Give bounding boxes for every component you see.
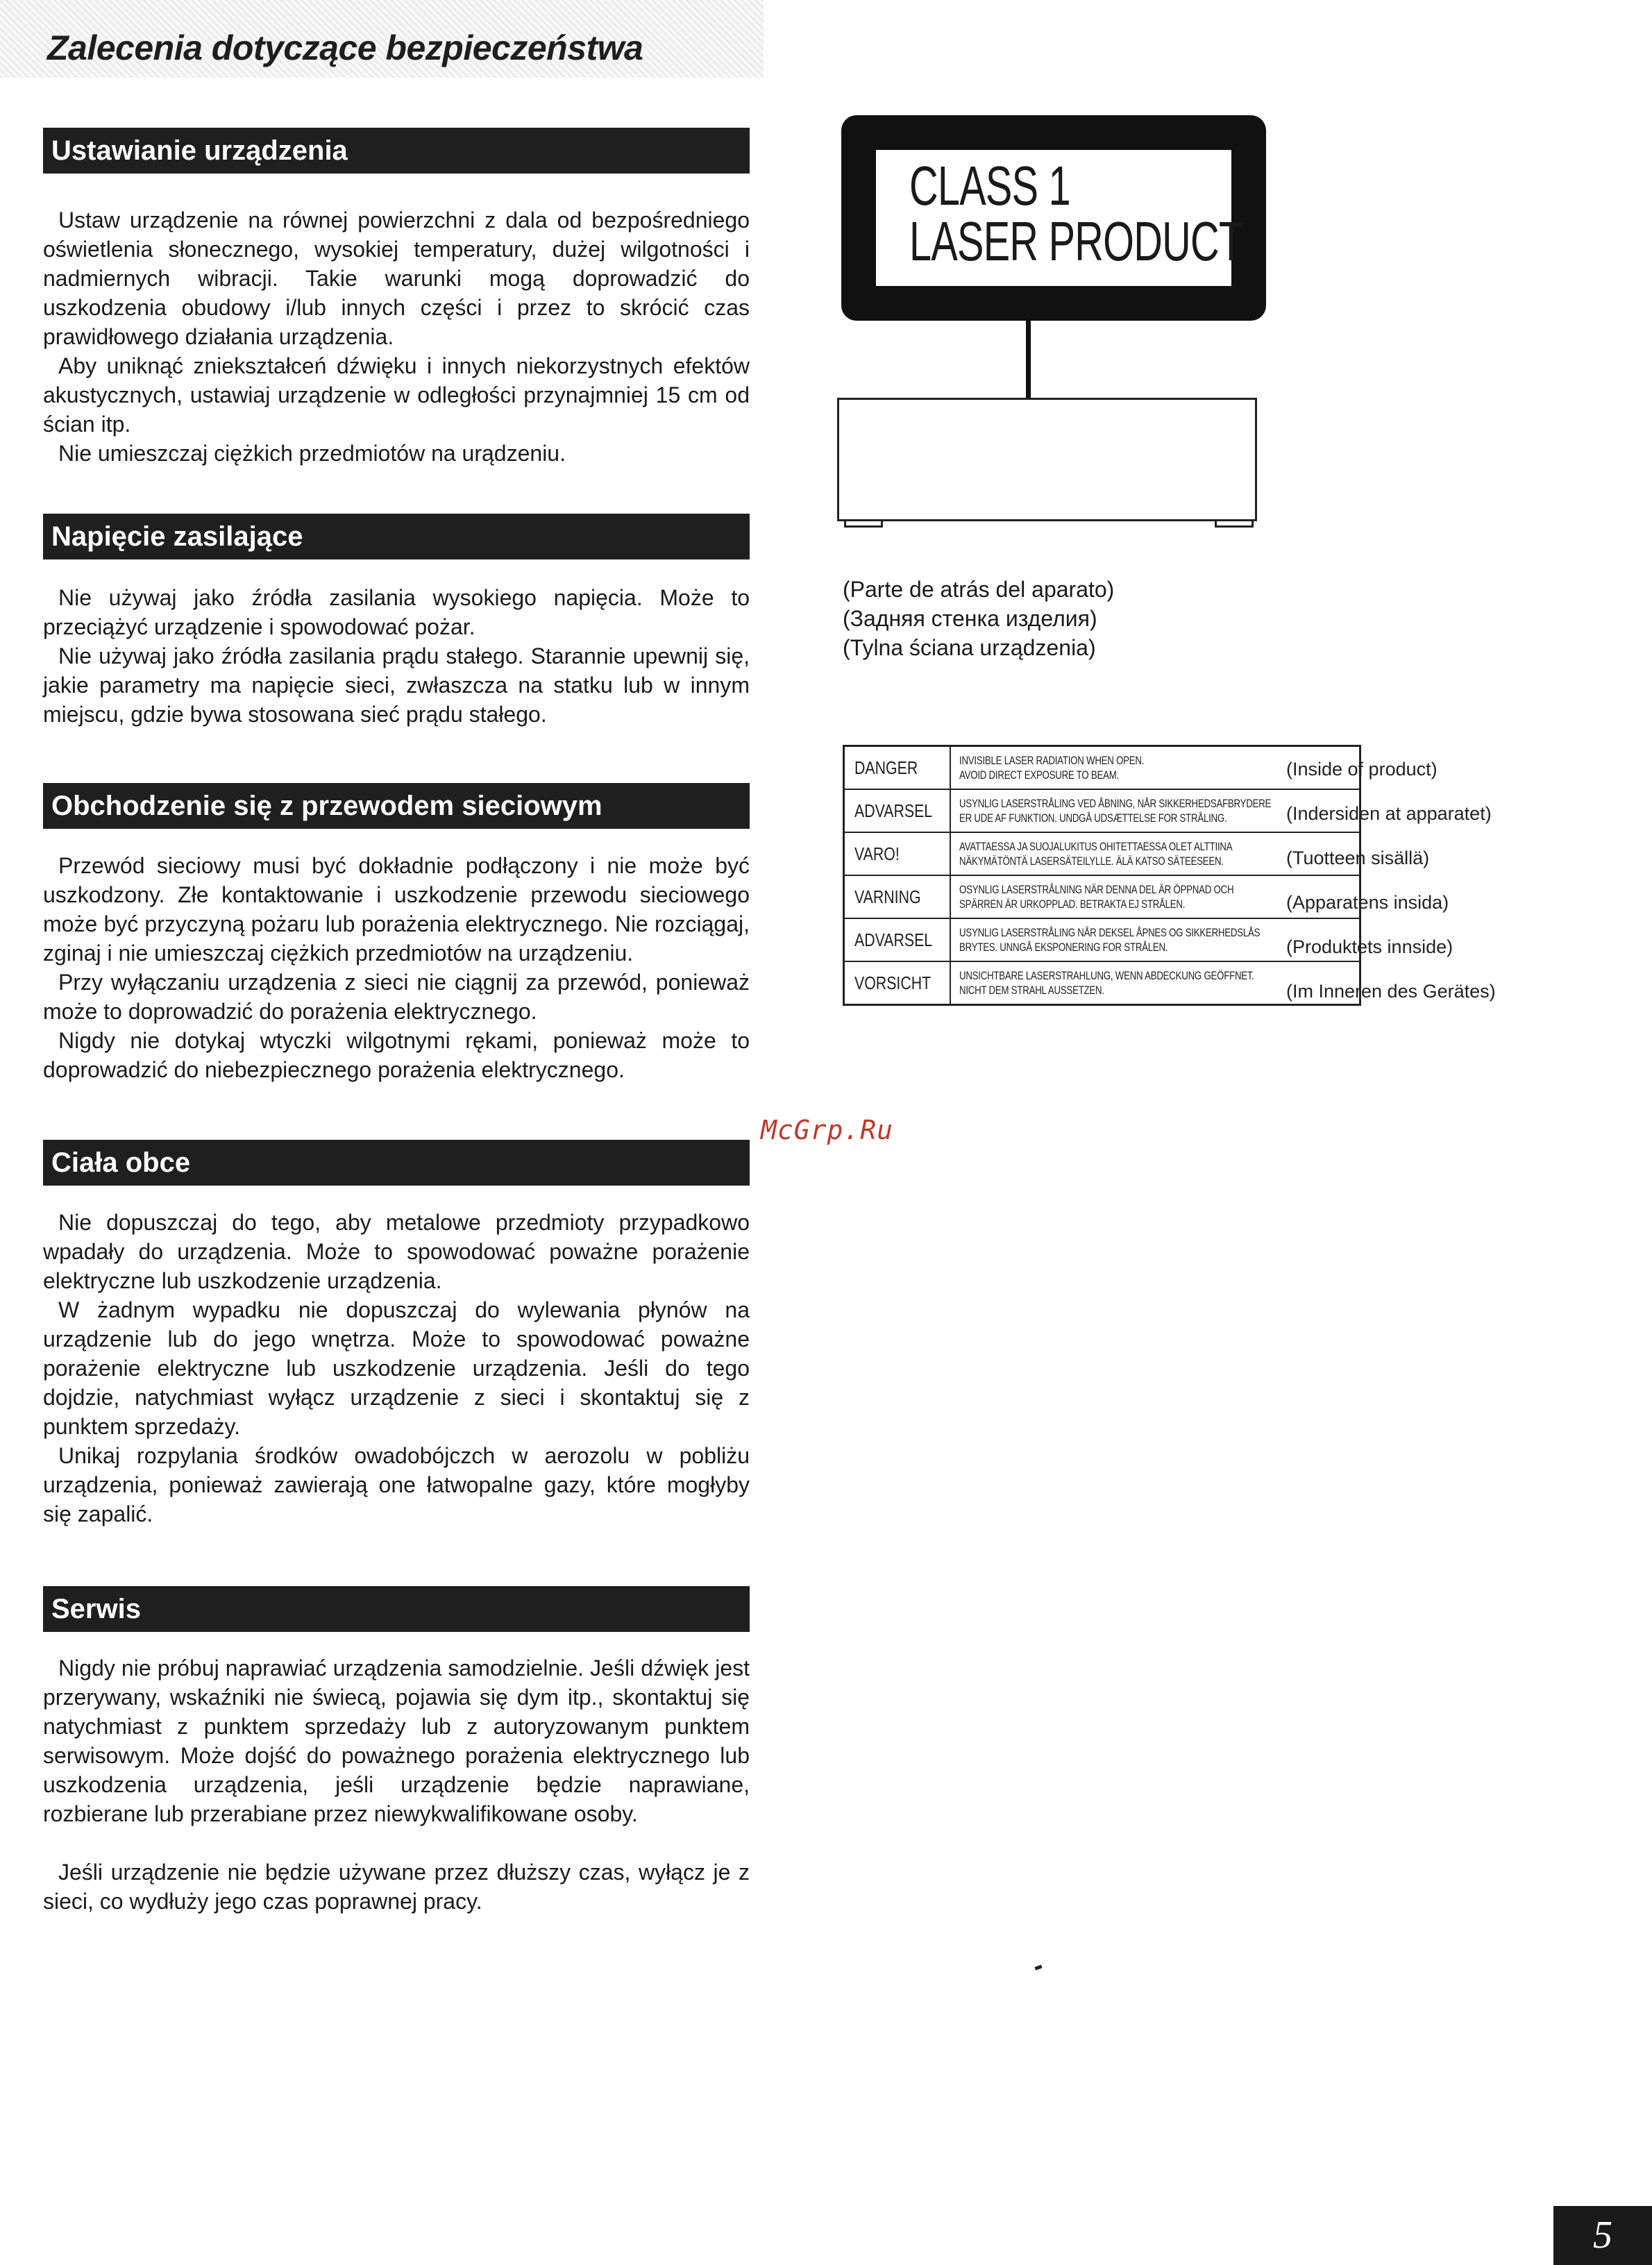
table-row	[844, 746, 1360, 790]
table-row	[844, 832, 1360, 875]
paragraph: Nigdy nie dotykaj wtyczki wilgotnymi rękami, ponieważ może to doprowadzić do niebezpiecznego porażenia elektrycznego.	[43, 1028, 750, 1082]
warning-language: VARNING	[844, 875, 950, 918]
paragraph: Nie używaj jako źródła zasilania prądu stałego. Starannie upewnij się, jakie parametry ma napięcie sieci, zwłaszcza na statku lub w innym miejscu, gdzie bywa stosowana sieć prądu stałego.	[43, 643, 750, 727]
paragraph: Aby uniknąć zniekształceń dźwięku i innych niekorzystnych efektów akustycznych, ustawiaj urządzenie w odległości przynajmniej 15 cm od ścian itp.	[43, 353, 750, 437]
paragraph: Ustaw urządzenie na równej powierzchni z dala od bezpośredniego oświetlenia słonecznego, wysokiej temperatury, dużej wilgotności i nadmiernych wibracji. Takie warunki mogą doprowadzić do uszkodzenia obudowy i/lub innych części i przez to skrócić czas prawidłowego działania urządzenia.	[43, 208, 750, 349]
caption-russian: (Задняя стенка изделия)	[843, 606, 1097, 631]
scan-speck	[1034, 1964, 1042, 1970]
section-body-foreign-objects	[43, 1208, 750, 1529]
laser-label-text-area	[876, 150, 1243, 286]
laser-class-text: CLASS 1	[909, 155, 1070, 217]
table-row	[844, 961, 1360, 1005]
list-item: (Inside of product)	[1286, 759, 1438, 780]
device-foot-left	[844, 519, 883, 528]
warning-text: USYNLIG LASERSTRÅLING VED ÅBNING, NÅR SIKKERHEDSAFBRYDERE ER UDE AF FUNKTION. UNDGÅ UDSÆTTELSE FOR STRÅLING.	[950, 789, 1360, 832]
paragraph: Nie umieszczaj ciężkich przedmiotów na urądzeniu.	[58, 441, 566, 466]
caption-spanish: (Parte de atrás del aparato)	[843, 577, 1115, 602]
warning-language: DANGER	[844, 746, 950, 790]
warning-language: VARO!	[844, 832, 950, 875]
device-foot-right	[1215, 519, 1254, 528]
section-body-service	[43, 1653, 750, 1916]
warning-language: ADVARSEL	[844, 918, 950, 961]
paragraph: Przy wyłączaniu urządzenia z sieci nie ciągnij za przewód, ponieważ może to doprowadzić do porażenia elektrycznego.	[43, 970, 750, 1024]
warning-text: USYNLIG LASERSTRÅLING NÅR DEKSEL ÅPNES OG SIKKERHEDSLÅS BRYTES. UNNGÅ EKSPONERING FOR STRÅLEN.	[950, 918, 1360, 961]
warning-location-captions	[1286, 755, 1496, 1022]
label-location-captions	[843, 575, 1114, 662]
section-body-placement	[43, 205, 750, 468]
section-header-power-cord: Obchodzenie się z przewodem sieciowym	[43, 783, 750, 829]
section-header-power: Napięcie zasilające	[43, 514, 750, 559]
list-item: (Apparatens insida)	[1286, 892, 1449, 913]
warning-language: ADVARSEL	[844, 789, 950, 832]
section-header-foreign-objects: Ciała obce	[43, 1140, 750, 1186]
list-item: (Im Inneren des Gerätes)	[1286, 981, 1496, 1002]
paragraph: Nie dopuszczaj do tego, aby metalowe przedmioty przypadkowo wpadały do urządzenia. Może to spowodować poważne porażenie elektryczne lub uszkodzenie urządzenia.	[43, 1210, 750, 1293]
table-row	[844, 789, 1360, 832]
section-header-service: Serwis	[43, 1586, 750, 1632]
laser-warning-table	[843, 745, 1361, 1006]
page-title: Zalecenia dotyczące bezpieczeństwa	[47, 28, 643, 67]
list-item: (Produktets innside)	[1286, 936, 1453, 957]
paragraph: Nigdy nie próbuj naprawiać urządzenia samodzielnie. Jeśli dźwięk jest przerywany, wskaźniki nie świecą, pojawia się dym itp., skontaktuj się natychmiast z punktem sprzedaży lub z autoryzowanym punktem serwisowym. Może dojść do poważnego porażenia elektrycznego lub uszkodzenia urządzenia, jeśli urządzenie będzie naprawiane, rozbierane lub przerabiane przez niewykwalifikowane osoby.	[43, 1656, 750, 1826]
watermark: McGrp.Ru	[761, 1115, 894, 1145]
warning-language: VORSICHT	[844, 961, 950, 1005]
table-row	[844, 918, 1360, 961]
paragraph: Jeśli urządzenie nie będzie używane przez dłuższy czas, wyłącz je z sieci, co wydłuży jego czas poprawnej pracy.	[43, 1860, 750, 1914]
section-body-power	[43, 583, 750, 729]
list-item: (Tuotteen sisällä)	[1286, 848, 1430, 868]
paragraph: W żadnym wypadku nie dopuszczaj do wylewania płynów na urządzenie lub do jego wnętrza. Może to spowodować poważne porażenie elektryczne lub uszkodzenie urządzenia. Jeśli do tego dojdzie, natychmiast wyłącz urządzenie z sieci i skontaktuj się z punktem sprzedaży.	[43, 1297, 750, 1439]
section-body-power-cord	[43, 851, 750, 1084]
page-number: 5	[1553, 2206, 1652, 2265]
table-row	[844, 875, 1360, 918]
caption-polish: (Tylna ściana urządzenia)	[843, 635, 1096, 660]
laser-product-label	[841, 115, 1266, 321]
warning-text: UNSICHTBARE LASERSTRAHLUNG, WENN ABDECKUNG GEÖFFNET. NICHT DEM STRAHL AUSSETZEN.	[950, 961, 1360, 1005]
paragraph: Nie używaj jako źródła zasilania wysokiego napięcia. Może to przeciążyć urządzenie i spowodować pożar.	[43, 585, 750, 639]
section-header-placement: Ustawianie urządzenia	[43, 128, 750, 174]
paragraph: Przewód sieciowy musi być dokładnie podłączony i nie może być uszkodzony. Złe kontaktowanie i uszkodzenie przewodu sieciowego może być przyczyną pożaru lub porażenia elektrycznego. Nie rozciągaj, zginaj i nie umieszczaj ciężkich przedmiotów na urządzeniu.	[43, 853, 750, 966]
warning-text: INVISIBLE LASER RADIATION WHEN OPEN. AVOID DIRECT EXPOSURE TO BEAM.	[959, 754, 1144, 782]
laser-product-text: LASER PRODUCT	[909, 210, 1243, 272]
list-item: (Indersiden at apparatet)	[1286, 803, 1492, 824]
warning-text: AVATTAESSA JA SUOJALUKITUS OHITETTAESSA OLET ALTTIINA NÄKYMÄTÖNTÄ LASERSÄTEILYLLE. ÄLÄ KATSO SÄTEESEEN.	[950, 832, 1360, 875]
device-rear-illustration	[837, 398, 1257, 521]
paragraph: Unikaj rozpylania środków owadobójczch w aerozolu w pobliżu urządzenia, ponieważ zawierają one łatwopalne gazy, które mogłyby się zapalić.	[43, 1443, 750, 1526]
warning-text: OSYNLIG LASERSTRÅLNING NÄR DENNA DEL ÄR ÖPPNAD OCH SPÄRREN ÄR URKOPPLAD. BETRAKTA EJ STRÅLEN.	[950, 875, 1360, 918]
